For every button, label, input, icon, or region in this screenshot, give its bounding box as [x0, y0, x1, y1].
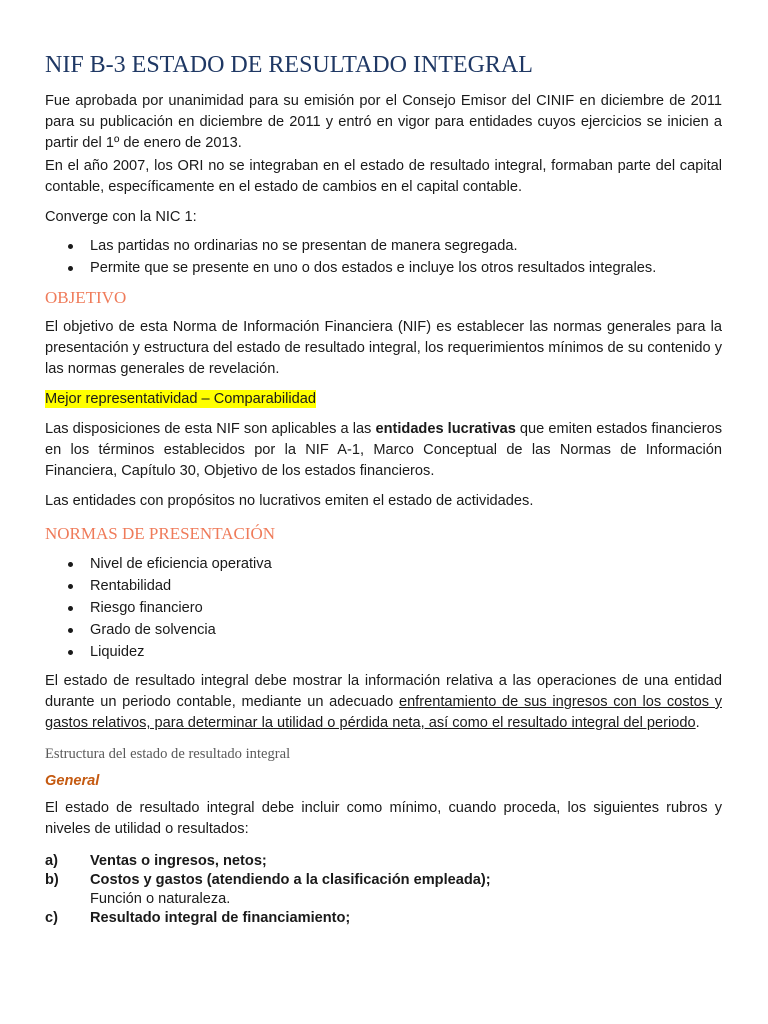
objetivo-paragraph-2	[45, 419, 722, 482]
list-item	[45, 871, 722, 909]
section-heading-normas: NORMAS DE PRESENTACIÓN	[45, 524, 276, 543]
highlighted-note	[45, 389, 722, 410]
list-item-text: Las partidas no ordinarias no se presentan de manera segregada.	[90, 238, 518, 254]
paragraph-text: que emiten estados financieros en los términos establecidos por la NIF A-1, Marco Conceptual de las Normas de Información Financiera, Capítulo 30, Objetivo de los estados financieros.	[45, 421, 722, 479]
highlight-text: Mejor representatividad – Comparabilidad	[45, 391, 316, 407]
bullet-icon	[68, 244, 73, 249]
list-item	[45, 909, 722, 928]
list-item	[45, 619, 722, 641]
underlined-text: enfrentamiento de sus ingresos con los costos y gastos relativos, para determinar la utilidad o pérdida neta, así como el resultado integral del periodo	[45, 694, 722, 731]
list-item-text: Costos y gastos (atendiendo a la clasificación empleada);	[90, 872, 491, 888]
list-item	[45, 575, 722, 597]
paragraph-text: Las disposiciones de esta NIF son aplicables a las	[45, 421, 376, 437]
list-item-text: Liquidez	[90, 644, 145, 660]
intro-paragraph-3: Converge con la NIC 1:	[45, 209, 197, 225]
subsection-heading-general: General	[45, 773, 100, 789]
list-item	[45, 235, 722, 257]
intro-bullet-list	[45, 235, 722, 279]
estructura-paragraph-1: El estado de resultado integral debe incluir como mínimo, cuando proceda, los siguientes rubros y niveles de utilidad o resultados:	[45, 800, 722, 837]
objetivo-paragraph-3: Las entidades con propósitos no lucrativos emiten el estado de actividades.	[45, 493, 534, 509]
list-item	[45, 597, 722, 619]
list-item-text: Ventas o ingresos, netos;	[90, 853, 267, 869]
bullet-icon	[68, 650, 73, 655]
list-item-text: Permite que se presente en uno o dos estados e incluye los otros resultados integrales.	[90, 260, 657, 276]
list-marker: c)	[45, 910, 58, 926]
bullet-icon	[68, 606, 73, 611]
list-item-text: Nivel de eficiencia operativa	[90, 556, 272, 572]
paragraph-text: .	[695, 715, 700, 731]
list-marker: a)	[45, 853, 58, 869]
list-item-text: Riesgo financiero	[90, 600, 203, 616]
bullet-icon	[68, 628, 73, 633]
list-marker: b)	[45, 872, 59, 888]
bullet-icon	[68, 266, 73, 271]
subsection-heading-estructura: Estructura del estado de resultado integral	[45, 746, 291, 762]
list-item-subtext: Función o naturaleza.	[90, 891, 231, 907]
list-item-text: Rentabilidad	[90, 578, 172, 594]
normas-paragraph-1	[45, 671, 722, 734]
normas-bullet-list	[45, 553, 722, 663]
paragraph-text: El estado de resultado integral debe mostrar la información relativa a las operaciones de una entidad durante un periodo contable, mediante un adecuado	[45, 673, 722, 710]
list-item	[45, 553, 722, 575]
objetivo-paragraph-1: El objetivo de esta Norma de Información Financiera (NIF) es establecer las normas generales para la presentación y estructura del estado de resultado integral, los requerimientos mínimos de su contenido y las normas generales de revelación.	[45, 319, 722, 377]
section-heading-objetivo: OBJETIVO	[45, 288, 127, 307]
list-item-text: Grado de solvencia	[90, 622, 216, 638]
list-item	[45, 641, 722, 663]
rubros-list	[45, 852, 722, 928]
bullet-icon	[68, 584, 73, 589]
list-item	[45, 257, 722, 279]
intro-paragraph-1: Fue aprobada por unanimidad para su emisión por el Consejo Emisor del CINIF en diciembre de 2011 para su publicación en diciembre de 2011 y entró en vigor para entidades cuyos ejercicios se inicien a partir del 1º de enero de 2013.	[45, 93, 722, 151]
list-item	[45, 852, 722, 871]
list-item-text: Resultado integral de financiamiento;	[90, 910, 351, 926]
intro-paragraph-2: En el año 2007, los ORI no se integraban en el estado de resultado integral, formaban parte del capital contable, específicamente en el estado de cambios en el capital contable.	[45, 158, 722, 195]
bold-term: entidades lucrativas	[375, 421, 516, 437]
page-title: NIF B-3 ESTADO DE RESULTADO INTEGRAL	[45, 52, 533, 78]
bullet-icon	[68, 562, 73, 567]
